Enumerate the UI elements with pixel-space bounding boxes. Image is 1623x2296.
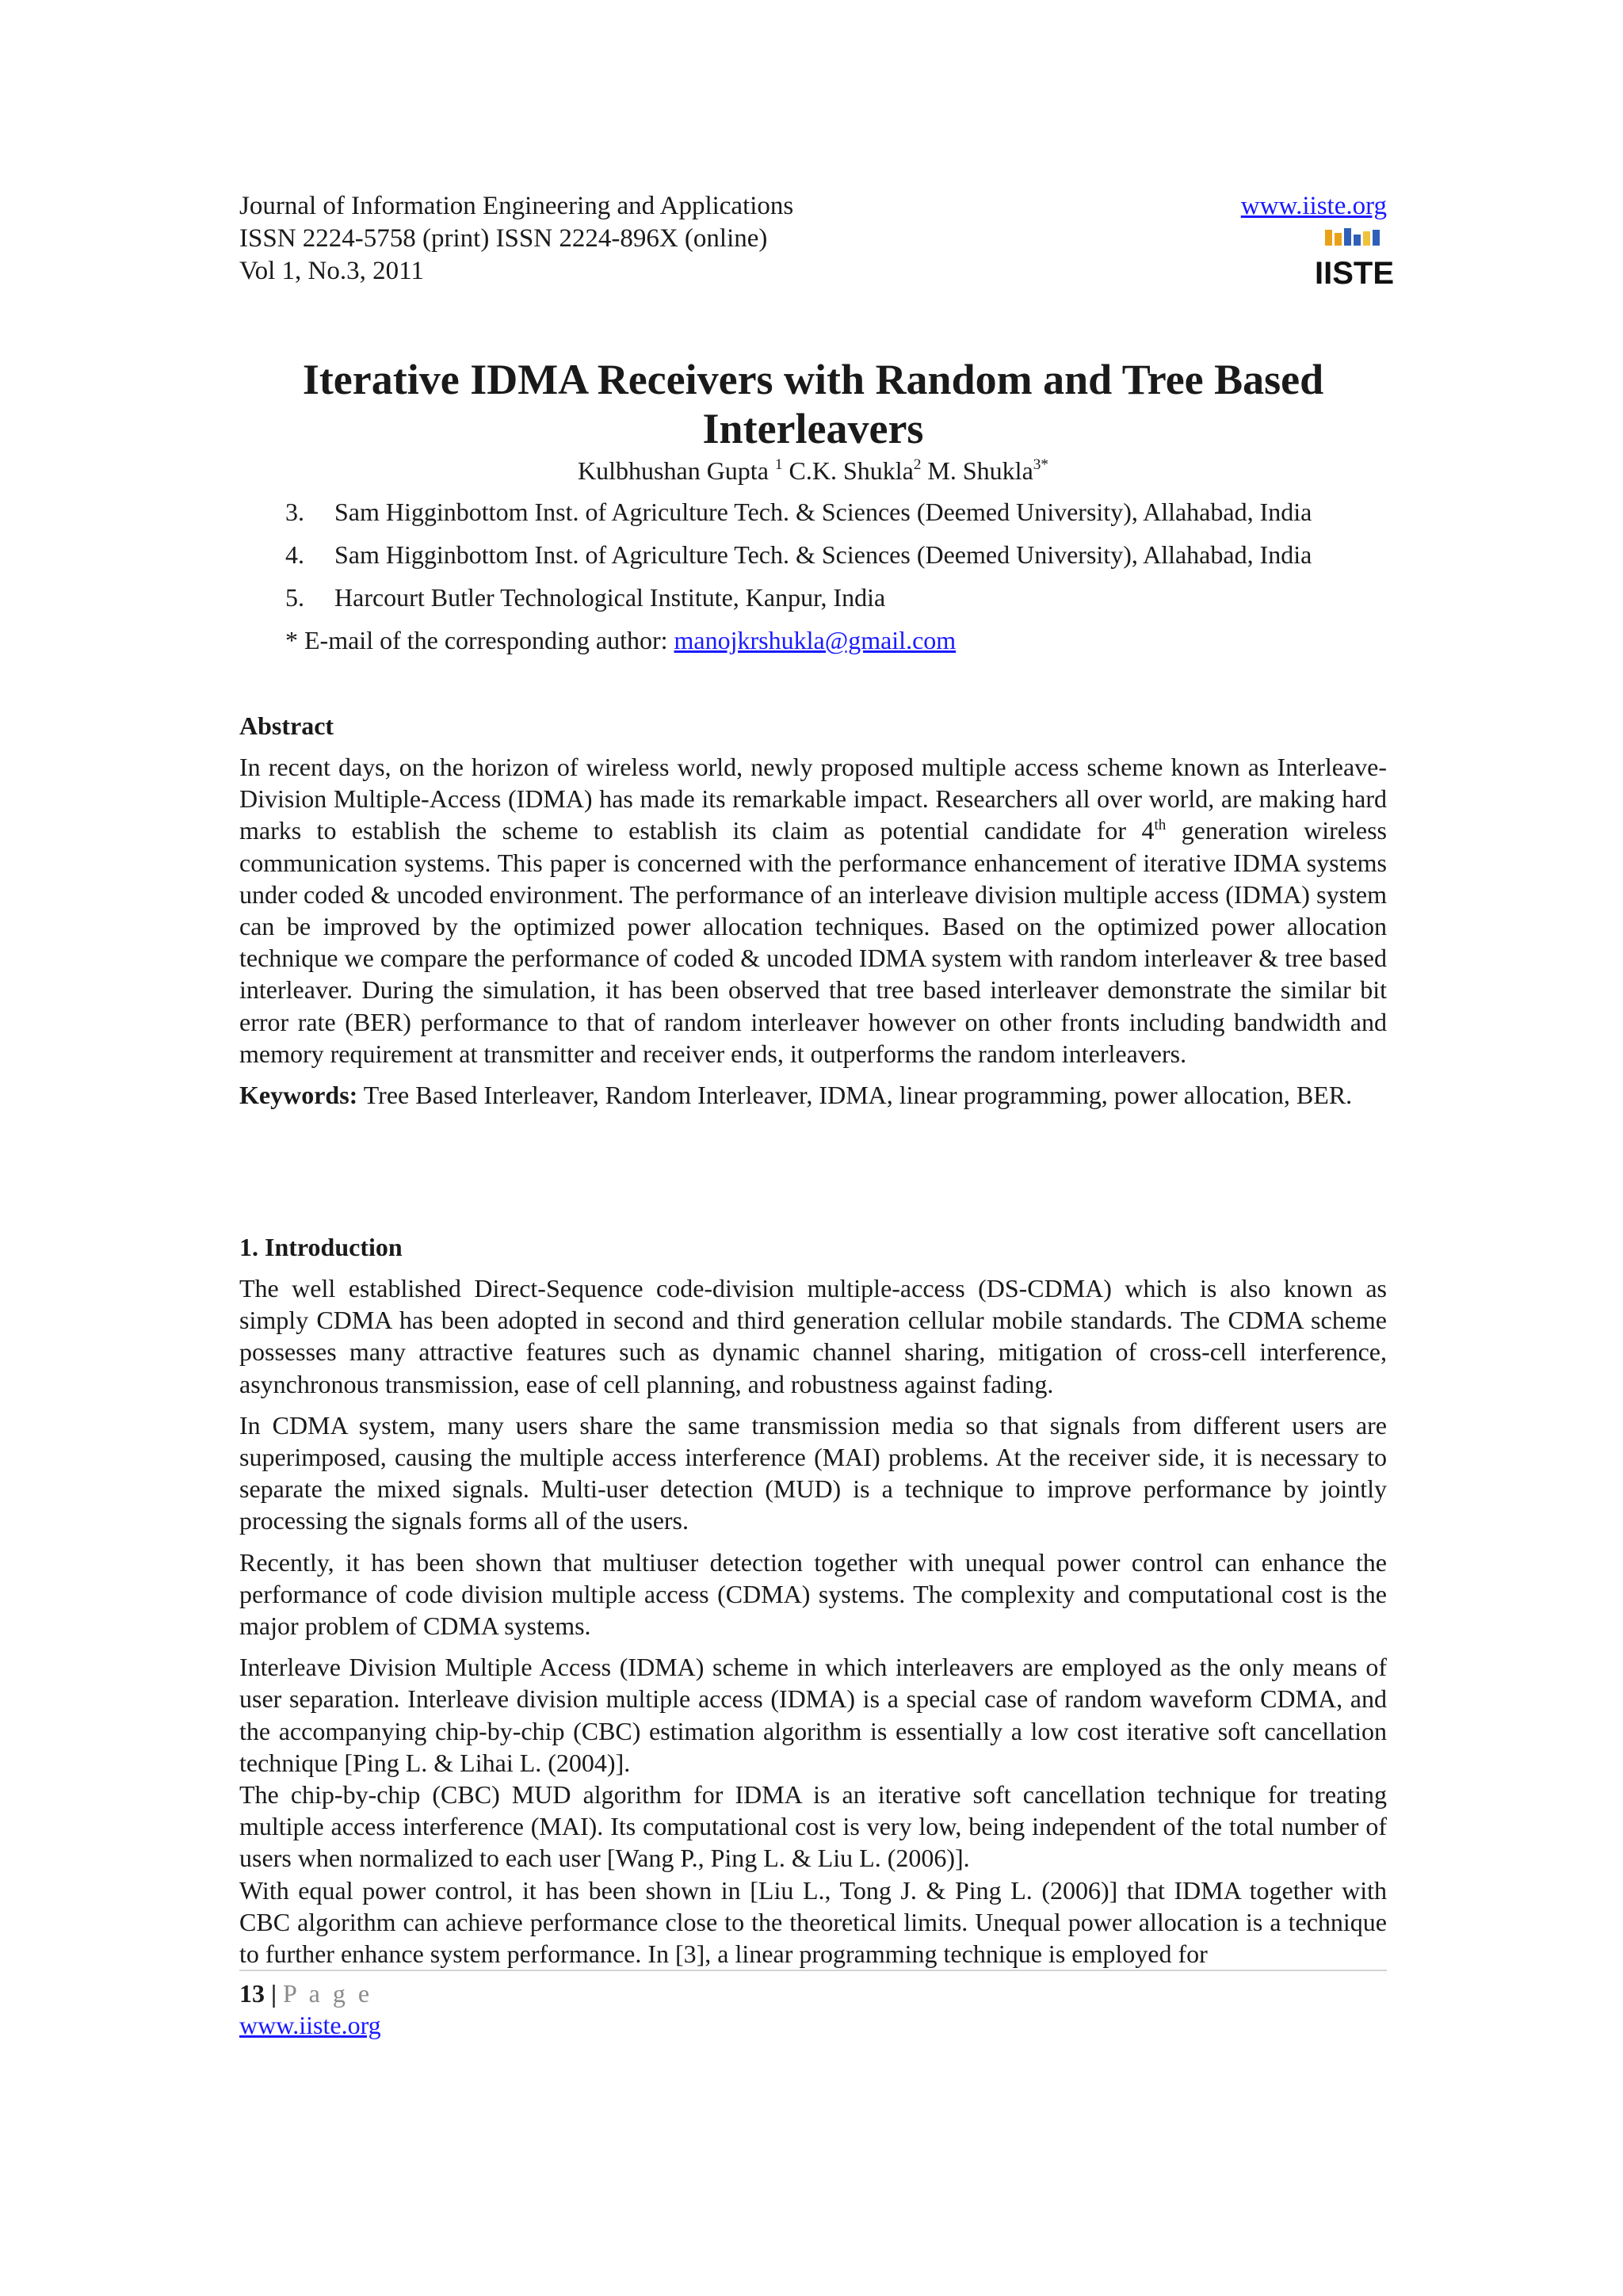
svg-text:IISTE: IISTE [1314,256,1395,291]
intro-paragraph-1: The well established Direct-Sequence code-division multiple-access (DS-CDMA) which is also known as simply CDMA has been adopted in second and third generation cellular mobile standards. The CDMA scheme possesses many attractive features such as dynamic channel sharing, mitigation of cross-cell interference, asynchronous transmission, ease of cell planning, and robustness against fading. [239,1274,1387,1398]
affiliation-number: 5. [285,583,304,612]
journal-header [239,190,1395,291]
footer-site-link[interactable]: www.iiste.org [239,2011,381,2039]
email-link[interactable]: manojkrshukla@gmail.com [674,626,957,654]
intro-paragraph-4: Interleave Division Multiple Access (IDMA) scheme in which interleavers are employed as the only means of user separation. Interleave division multiple access (IDMA) is a special case of random waveform CDMA, and the accompanying chip-by-chip (CBC) estimation algorithm is essentially a low cost iterative soft cancellation technique [Ping L. & Lihai L. (2004)]. [239,1653,1387,1777]
keywords-label: Keywords: [239,1081,358,1110]
affiliation-item [285,582,885,613]
email-label: * E-mail of the corresponding author: [285,626,674,654]
journal-name: Journal of Information Engineering and Applications [239,192,794,220]
introduction-section [239,1231,1387,1970]
abstract-heading: Abstract [239,711,334,740]
journal-issn: ISSN 2224-5758 (print) ISSN 2224-896X (online) [239,224,768,253]
page-separator: | [265,1979,284,2008]
page-word: P a g e [283,1979,373,2008]
author-list [239,455,1387,486]
page-number [239,1978,1387,2009]
author-3-marker: 3* [1033,456,1048,474]
page-footer [239,1970,1387,2041]
author-2-marker: 2 [913,456,922,474]
intro-paragraph-3: Recently, it has been shown that multiuser detection together with unequal power control can enhance the performance of code division multiple access (CDMA) systems. The complexity and computational cost is the major problem of CDMA systems. [239,1547,1387,1641]
intro-paragraph-6: With equal power control, it has been shown in [Liu L., Tong J. & Ping L. (2006)] that IDMA together with CBC algorithm can achieve performance close to the theoretical limits. Unequal power allocation is a technique to further enhance system performance. In [3], a linear programming technique is employed for [239,1875,1387,1969]
journal-volume: Vol 1, No.3, 2011 [239,257,424,285]
affiliation-text: Sam Higginbottom Inst. of Agriculture Tech. & Sciences (Deemed University), Allahabad, India [334,498,1312,526]
introduction-heading: 1. Introduction [239,1233,403,1261]
keywords-text: Tree Based Interleaver, Random Interleaver, IDMA, linear programming, power allocation, BER. [357,1081,1353,1110]
page-number-value: 13 [239,1979,265,2008]
author-1: Kulbhushan Gupta [578,456,775,485]
affiliation-text: Sam Higginbottom Inst. of Agriculture Tech. & Sciences (Deemed University), Allahabad, India [334,540,1312,569]
author-3: M. Shukla [921,456,1033,485]
intro-paragraph-2: In CDMA system, many users share the same transmission media so that signals from different users are superimposed, causing the multiple access interference (MAI) problems. At the receiver side, it is necessary to separate the mixed signals. Multi-user detection (MUD) is a technique to improve performance by jointly processing the signals forms all of the users. [239,1410,1387,1535]
author-2: C.K. Shukla [782,456,914,485]
intro-paragraph-5: The chip-by-chip (CBC) MUD algorithm for IDMA is an iterative soft cancellation technique for treating multiple access interference (MAI). Its computational cost is very low, being independent of the total number of users when normalized to each user [Wang P., Ping L. & Liu L. (2006)]. [239,1780,1387,1873]
affiliation-text: Harcourt Butler Technological Institute, Kanpur, India [334,583,886,612]
keywords [239,1079,1387,1111]
author-1-marker: 1 [774,456,783,474]
affiliation-number: 3. [285,498,304,526]
iiste-logo [1314,227,1395,291]
affiliation-number: 4. [285,540,304,569]
header-site-link[interactable]: www.iiste.org [1240,192,1387,220]
affiliation-item [285,496,1312,528]
abstract-section [239,710,1387,1111]
paper-title: Iterative IDMA Receivers with Random and Tree Based Interleavers [302,356,1324,452]
affiliation-item [285,539,1312,570]
corresponding-author [285,624,956,656]
abstract-text: In recent days, on the horizon of wireless world, newly proposed multiple access scheme known as Interleave-Division Multiple-Access (IDMA) has made its remarkable impact. Researchers all over world, are making hard marks to establish the scheme to establish its claim as potential candidate for 4th generation wireless communication systems. This paper is concerned with the performance enhancement of iterative IDMA systems under coded & uncoded environment. The performance of an interleave division multiple access (IDMA) system can be improved by the optimized power allocation techniques. Based on the optimized power allocation technique we compare the performance of coded & uncoded IDMA system with random interleaver & tree based interleaver. During the simulation, it has been observed that tree based interleaver demonstrate the similar bit error rate (BER) performance to that of random interleaver however on other fronts including bandwidth and memory requirement at transmitter and receiver ends, it outperforms the random interleavers. [239,753,1388,1068]
